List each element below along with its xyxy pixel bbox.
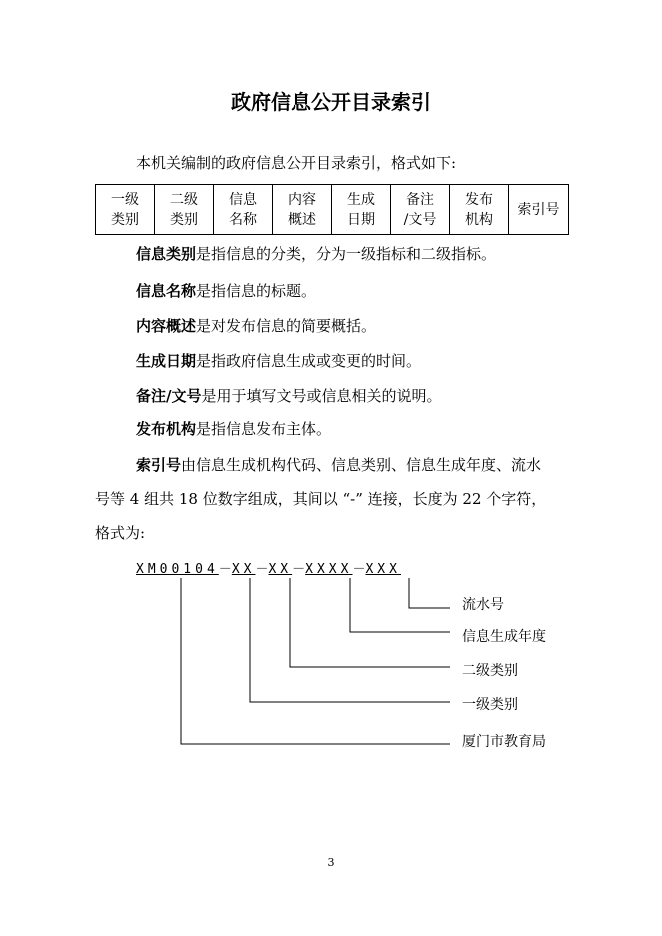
- code-label-level1: 一级类别: [462, 697, 518, 713]
- index-definition: 索引号由信息生成机构代码、信息类别、信息生成年度、流水: [136, 456, 542, 474]
- index-code-format: XM00104－XX－XX－XXXX－XXX: [136, 562, 401, 577]
- index-definition-line: 格式为:: [95, 524, 146, 542]
- table-cell: 备注 /文号: [391, 185, 450, 235]
- table-cell: 生成 日期: [332, 185, 391, 235]
- code-segment-serial: XXX: [365, 562, 401, 577]
- definition-item: 信息类别是指信息的分类，分为一级指标和二级指标。: [136, 245, 497, 263]
- index-definition-line: 号等 4 组共 18 位数字组成，其间以 “-” 连接，长度为 22 个字符，: [95, 490, 547, 508]
- definition-item: 备注/文号是用于填写文号或信息相关的说明。: [136, 387, 442, 405]
- definition-item: 生成日期是指政府信息生成或变更的时间。: [136, 352, 422, 370]
- definition-item: 内容概述是对发布信息的简要概括。: [136, 317, 377, 335]
- code-label-year: 信息生成年度: [462, 629, 546, 645]
- code-label-agency: 厦门市教育局: [462, 734, 546, 750]
- table-cell: 发布 机构: [450, 185, 509, 235]
- definition-item: 发布机构是指信息发布主体。: [136, 420, 332, 438]
- code-segment-agency: XM00104: [136, 562, 219, 577]
- table-cell: 二级 类别: [155, 185, 214, 235]
- code-segment-level1: XX: [231, 562, 256, 577]
- code-label-serial: 流水号: [462, 597, 504, 613]
- page-number: 3: [327, 856, 335, 869]
- table-cell: 信息 名称: [214, 185, 273, 235]
- code-label-level2: 二级类别: [462, 663, 518, 679]
- table-cell: 一级 类别: [96, 185, 155, 235]
- definition-item: 信息名称是指信息的标题。: [136, 282, 317, 300]
- code-segment-year: XXXX: [305, 562, 353, 577]
- table-cell: 内容 概述: [273, 185, 332, 235]
- page-title: 政府信息公开目录索引: [231, 90, 431, 114]
- code-segment-level2: XX: [268, 562, 293, 577]
- table-cell: 索引号: [509, 185, 569, 235]
- intro-text: 本机关编制的政府信息公开目录索引，格式如下:: [136, 154, 457, 172]
